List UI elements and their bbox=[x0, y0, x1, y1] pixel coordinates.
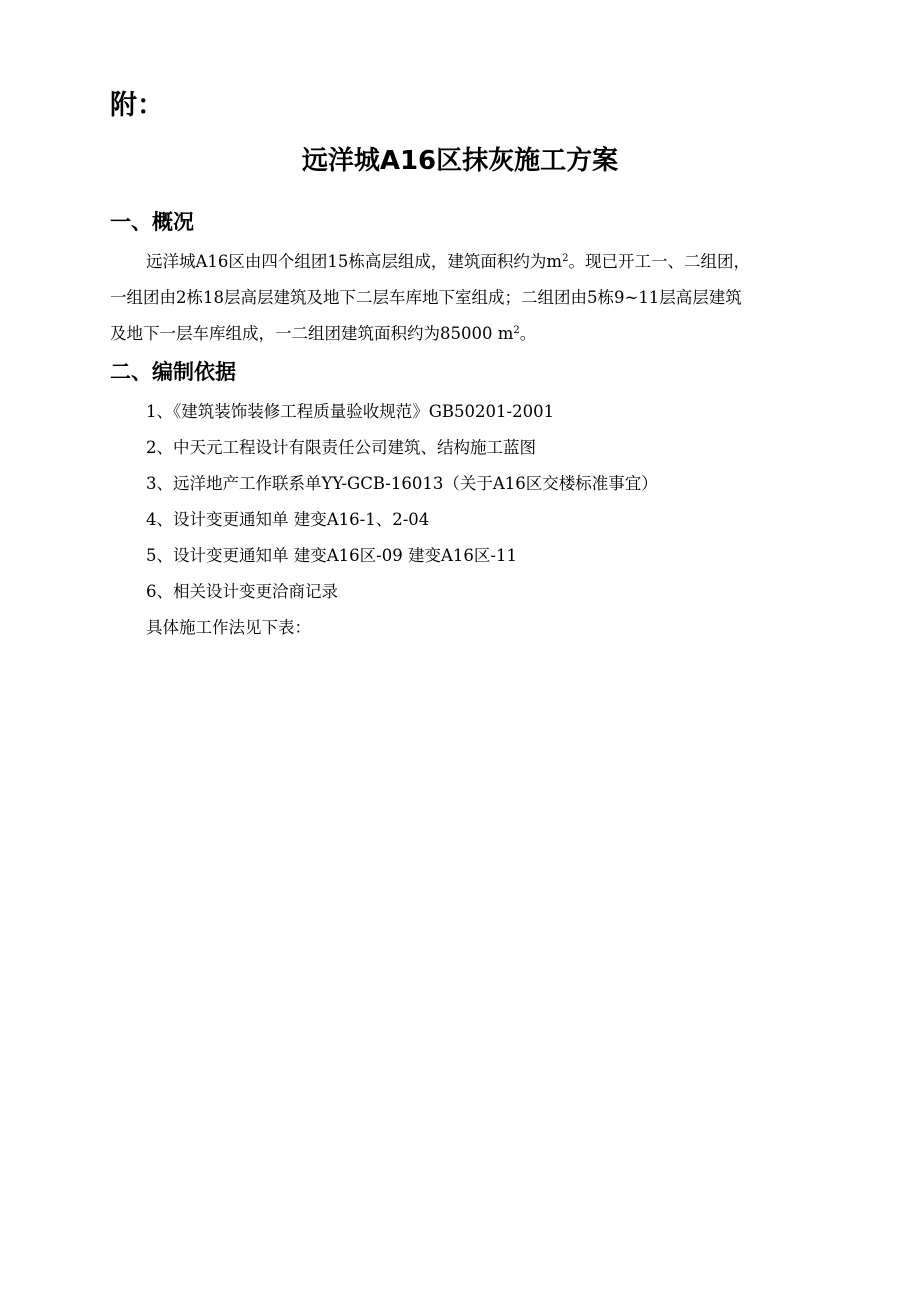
document-title: 远洋城A16区抹灰施工方案 bbox=[301, 146, 619, 176]
section-heading-basis: 二、编制依据 bbox=[110, 360, 236, 384]
basis-list-item: 具体施工作法见下表： bbox=[146, 618, 311, 637]
superscript: 2 bbox=[513, 325, 520, 336]
overview-paragraph bbox=[110, 244, 840, 352]
overview-line bbox=[110, 244, 840, 280]
section-heading-overview: 一、概况 bbox=[110, 210, 194, 234]
appendix-label: 附： bbox=[110, 90, 164, 121]
overview-line: 一组团由2栋18层高层建筑及地下二层车库地下室组成；二组团由5栋9~11层高层建筑 bbox=[110, 288, 742, 307]
basis-list-item: 2、中天元工程设计有限责任公司建筑、结构施工蓝图 bbox=[146, 438, 536, 457]
overview-line-text: 及地下一层车库组成，一二组团建筑面积约为85000 m bbox=[110, 324, 514, 343]
basis-list-item: 5、设计变更通知单 建变A16区-09 建变A16区-11 bbox=[146, 546, 517, 565]
basis-list-item: 1、《建筑装饰装修工程质量验收规范》GB50201-2001 bbox=[146, 402, 555, 421]
overview-line bbox=[110, 316, 840, 352]
superscript: 2 bbox=[562, 253, 569, 264]
basis-list-item: 6、相关设计变更洽商记录 bbox=[146, 582, 338, 601]
overview-line-text: 远洋城A16区由四个组团15栋高层组成，建筑面积约为m bbox=[146, 252, 563, 271]
basis-list-item: 4、设计变更通知单 建变A16-1、2-04 bbox=[146, 510, 430, 529]
basis-list bbox=[146, 394, 658, 646]
basis-list-item: 3、远洋地产工作联系单YY-GCB-16013（关于A16区交楼标准事宜） bbox=[146, 474, 658, 493]
overview-line-text: 。 bbox=[519, 324, 537, 343]
overview-line-text: 。现已开工一、二组团， bbox=[568, 252, 750, 271]
